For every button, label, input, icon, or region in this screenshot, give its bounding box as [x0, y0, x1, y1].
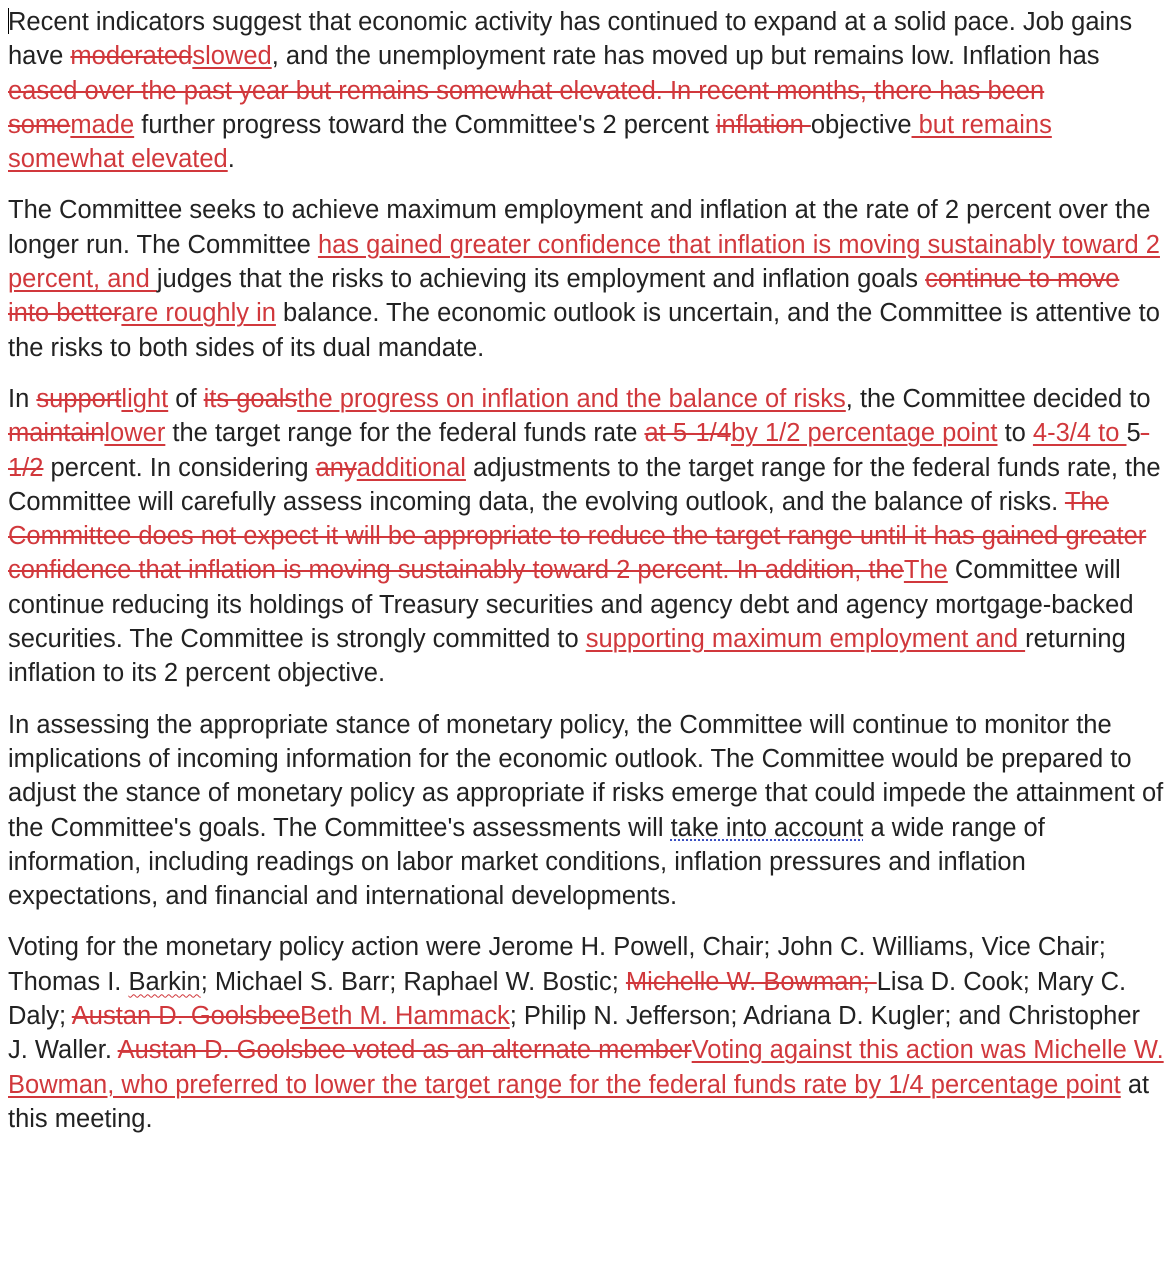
document-body[interactable]	[8, 5, 1164, 1136]
text-run: percent. In considering	[43, 453, 316, 482]
text-run: 5	[1126, 419, 1141, 448]
deleted-text: any	[315, 453, 357, 482]
inserted-text: 4-3/4 to	[1032, 419, 1127, 448]
text-run: Lisa D. Cook; Mary C. Daly;	[8, 967, 1127, 1031]
paragraph	[8, 708, 1164, 914]
text-run: Recent indicators suggest that economic activity has continued to expand at a solid pace. Job gains have	[8, 8, 1133, 71]
deleted-text: moderated	[70, 42, 193, 71]
deleted-text: at 5-1/4	[644, 419, 731, 448]
paragraph	[8, 193, 1164, 364]
inserted-text: has gained greater confidence that inflation is moving sustainably toward 2 percent, and	[8, 230, 1160, 294]
text-run: to	[997, 419, 1033, 448]
inserted-text: supporting maximum employment and	[585, 625, 1026, 654]
text-run: adjustments to the target range for the federal funds rate, the Committee will carefully assess incoming data, the evolving outlook, and the balance of risks.	[8, 453, 1161, 516]
inserted-text: Beth M. Hammack	[300, 1002, 510, 1031]
paragraph	[8, 5, 1164, 176]
grammar-flagged-text: take into account	[670, 813, 864, 842]
text-run: a wide range of information, including readings on labor market conditions, inflation pressures and inflation expectations, and financial and international developments.	[8, 813, 1045, 911]
text-run: at this meeting.	[8, 1070, 1150, 1133]
inserted-text: made	[70, 110, 135, 139]
deleted-text: maintain	[8, 419, 105, 448]
text-run: ; Michael S. Barr; Raphael W. Bostic;	[200, 967, 626, 996]
text-run: Voting for the monetary policy action were Jerome H. Powell, Chair; John C. Williams, Vice Chair; Thomas I.	[8, 933, 1106, 996]
deleted-text: The Committee does not expect it will be appropriate to reduce the target range until it has gained greater confidence that inflation is moving sustainably toward 2 percent. In addition, the	[8, 487, 1147, 585]
deleted-text: support	[36, 384, 122, 413]
inserted-text: The	[903, 556, 948, 585]
text-run: judges that the risks to achieving its employment and inflation goals	[156, 265, 926, 294]
text-run: objective	[810, 110, 912, 139]
inserted-text: light	[121, 384, 169, 413]
text-run: , the Committee decided to	[845, 384, 1151, 413]
text-run: In	[8, 384, 37, 413]
text-run: Committee will continue reducing its holdings of Treasury securities and agency debt and agency mortgage-backed securities. The Committee is strongly committed to	[8, 556, 1134, 654]
deleted-text: its goals	[203, 384, 298, 413]
text-run: further progress toward the Committee's 2 percent	[134, 110, 716, 139]
inserted-text: lower	[104, 419, 166, 448]
text-run: of	[168, 384, 204, 413]
deleted-text: inflation	[715, 110, 811, 139]
deleted-text: continue to move into better	[8, 265, 1120, 328]
text-run: balance. The economic outlook is uncertain, and the Committee is attentive to the risks to both sides of its dual mandate.	[8, 299, 1160, 362]
inserted-text: by 1/2 percentage point	[730, 419, 998, 448]
paragraph	[8, 930, 1164, 1136]
inserted-text: slowed	[192, 42, 272, 71]
text-run: , and the unemployment rate has moved up but remains low. Inflation has	[271, 42, 1100, 71]
inserted-text: additional	[356, 453, 466, 482]
inserted-text: but remains somewhat elevated	[8, 110, 1052, 174]
paragraph	[8, 382, 1164, 691]
text-run: The Committee seeks to achieve maximum employment and inflation at the rate of 2 percent over the longer run. The Committee	[8, 196, 1151, 259]
deleted-text: Michelle W. Bowman;	[625, 967, 877, 996]
spelling-flagged-text: Barkin	[128, 967, 201, 996]
inserted-text: Voting against this action was Michelle W. Bowman, who preferred to lower the target range for the federal funds rate by 1/4 percentage point	[8, 1036, 1164, 1099]
deleted-text: eased over the past year but remains somewhat elevated. In recent months, there has been some	[8, 76, 1045, 139]
deleted-text: Austan D. Goolsbee voted as an alternate member	[117, 1036, 692, 1065]
text-run: ; Philip N. Jefferson; Adriana D. Kugler; and Christopher J. Waller.	[8, 1002, 1140, 1065]
text-run: .	[227, 145, 235, 174]
deleted-text: -1/2	[8, 419, 1150, 482]
inserted-text: are roughly in	[121, 299, 276, 328]
text-run: the target range for the federal funds rate	[165, 419, 645, 448]
inserted-text: the progress on inflation and the balance of risks	[297, 384, 846, 413]
text-run: returning inflation to its 2 percent objective.	[8, 625, 1126, 688]
text-run: In assessing the appropriate stance of monetary policy, the Committee will continue to monitor the implications of incoming information for the economic outlook. The Committee would be prepared to adjust the stance of monetary policy as appropriate if risks emerge that could impede the attainment of the Committee's goals. The Committee's assessments will	[8, 710, 1164, 842]
deleted-text: Austan D. Goolsbee	[71, 1002, 300, 1031]
paragraph-container	[8, 5, 1164, 1136]
